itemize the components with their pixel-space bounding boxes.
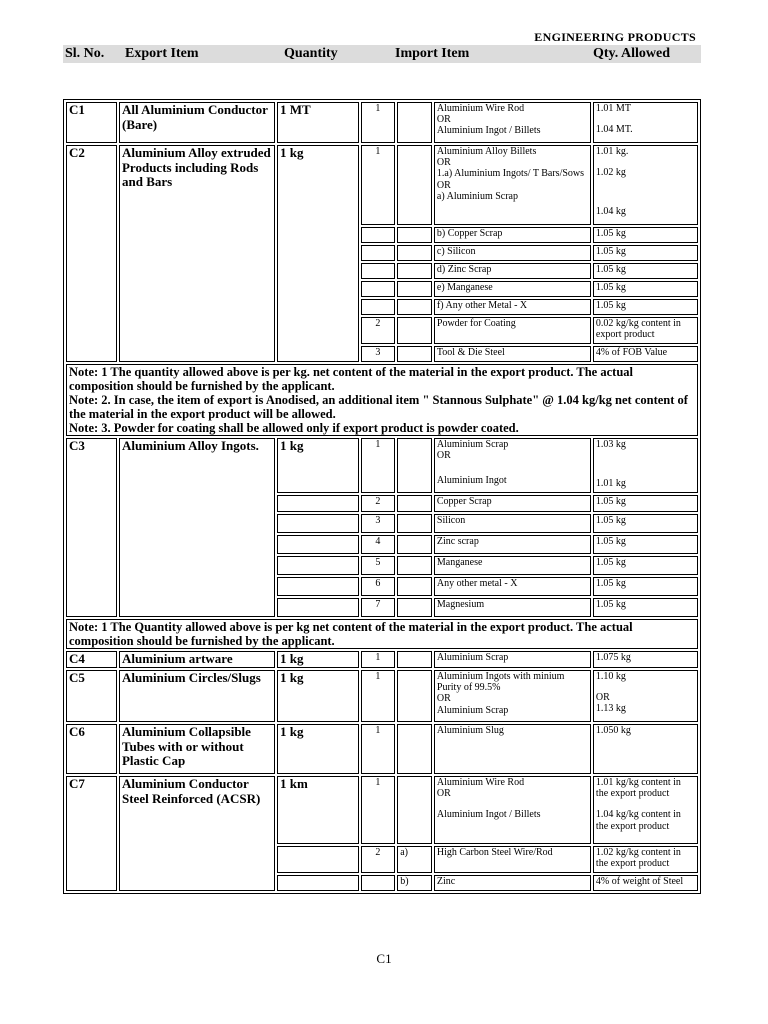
import-item-text: Aluminium Alloy Billets bbox=[436, 146, 537, 157]
quantity-cell: 1 kg bbox=[277, 651, 359, 668]
qty-allowed-cell bbox=[593, 776, 698, 844]
item-number-cell bbox=[361, 263, 396, 279]
import-item-text: Aluminium Ingot / Billets bbox=[436, 809, 541, 821]
sub-item-cell bbox=[397, 514, 432, 533]
item-number-cell: 6 bbox=[361, 577, 396, 596]
import-item-text: Aluminium Scrap bbox=[436, 704, 509, 716]
import-item-cell: Copper Scrap bbox=[434, 495, 591, 512]
import-item-text: 1.a) Aluminium Ingots/ T Bars/Sows bbox=[436, 168, 585, 180]
item-number-cell bbox=[361, 875, 396, 891]
sub-item-cell: b) bbox=[397, 875, 432, 891]
import-item-text: Aluminium Scrap bbox=[436, 439, 509, 450]
sub-item-cell bbox=[397, 651, 432, 668]
qty-allowed-cell bbox=[593, 438, 698, 493]
quantity-cell: 1 kg bbox=[277, 145, 359, 362]
qty-allowed-cell: 4% of weight of Steel bbox=[593, 875, 698, 891]
export-item-cell: Aluminium Conductor Steel Reinforced (ACSR) bbox=[119, 776, 275, 891]
sub-item-cell bbox=[397, 495, 432, 512]
qty-allowed-cell: 1.050 kg bbox=[593, 724, 698, 774]
table-row bbox=[66, 776, 698, 844]
qty-allowed-cell: 1.05 kg bbox=[593, 263, 698, 279]
qty-allowed-cell: 1.05 kg bbox=[593, 577, 698, 596]
note-text: Note: 3. Powder for coating shall be allowed only if export product is powder coated. bbox=[69, 421, 519, 435]
note-text: Note: 1 The quantity allowed above is per kg. net content of the material in the export product. The actual composition should be furnished by the applicant. bbox=[69, 365, 633, 393]
or-text: OR bbox=[436, 114, 451, 126]
qty-allowed-cell: 0.02 kg/kg content in export product bbox=[593, 317, 698, 344]
col-qty-allowed: Qty. Allowed bbox=[593, 46, 671, 61]
export-item-cell: Aluminium Alloy extruded Products including Rods and Bars bbox=[119, 145, 275, 362]
qty-allowed-text: 1.01 kg. bbox=[595, 146, 629, 157]
quantity-cell: 1 kg bbox=[277, 724, 359, 774]
qty-allowed-cell: 1.05 kg bbox=[593, 245, 698, 261]
qty-allowed-cell: 1.075 kg bbox=[593, 651, 698, 668]
import-item-cell bbox=[434, 145, 591, 225]
table-row bbox=[66, 724, 698, 774]
sub-item-cell bbox=[397, 670, 432, 722]
export-item-cell: All Aluminium Conductor (Bare) bbox=[119, 102, 275, 143]
sub-item-cell bbox=[397, 438, 432, 493]
sub-item-cell bbox=[397, 263, 432, 279]
qty-allowed-cell bbox=[593, 145, 698, 225]
import-item-cell bbox=[434, 776, 591, 844]
note-row bbox=[66, 619, 698, 649]
qty-allowed-cell: 1.02 kg/kg content in the export product bbox=[593, 846, 698, 873]
quantity-cell bbox=[277, 875, 359, 891]
qty-allowed-cell: 1.05 kg bbox=[593, 227, 698, 243]
item-number-cell bbox=[361, 245, 396, 261]
qty-allowed-text: 1.13 kg bbox=[595, 703, 626, 715]
qty-allowed-cell: 1.05 kg bbox=[593, 495, 698, 512]
qty-allowed-text: 1.04 kg bbox=[595, 206, 626, 218]
quantity-cell bbox=[277, 556, 359, 575]
qty-allowed-cell bbox=[593, 670, 698, 722]
qty-allowed-text: 1.04 MT. bbox=[595, 124, 633, 136]
quantity-cell: 1 MT bbox=[277, 102, 359, 143]
item-number-cell bbox=[361, 281, 396, 297]
item-number-cell: 2 bbox=[361, 317, 396, 344]
column-header-bar bbox=[63, 45, 701, 63]
sub-item-cell bbox=[397, 227, 432, 243]
sub-item-cell: a) bbox=[397, 846, 432, 873]
sub-item-cell bbox=[397, 577, 432, 596]
qty-allowed-cell: 1.05 kg bbox=[593, 299, 698, 315]
sub-item-cell bbox=[397, 535, 432, 554]
sl-no-cell: C4 bbox=[66, 651, 117, 668]
qty-allowed-cell: 1.05 kg bbox=[593, 598, 698, 617]
qty-allowed-cell: 4% of FOB Value bbox=[593, 346, 698, 362]
import-item-cell: Silicon bbox=[434, 514, 591, 533]
import-item-cell bbox=[434, 438, 591, 493]
import-item-text: Aluminium Ingot / Billets bbox=[436, 125, 541, 137]
sub-item-cell bbox=[397, 598, 432, 617]
item-number-cell: 2 bbox=[361, 495, 396, 512]
import-item-cell: b) Copper Scrap bbox=[434, 227, 591, 243]
import-item-text: a) Aluminium Scrap bbox=[436, 190, 518, 202]
sub-item-cell bbox=[397, 102, 432, 143]
qty-allowed-cell: 1.05 kg bbox=[593, 535, 698, 554]
import-item-cell bbox=[434, 102, 591, 143]
export-item-cell: Aluminium artware bbox=[119, 651, 275, 668]
note-cell: Note: 1 The Quantity allowed above is per kg net content of the material in the export product. The actual composition should be furnished by the applicant. bbox=[66, 619, 698, 649]
item-number-cell: 1 bbox=[361, 670, 396, 722]
item-number-cell: 7 bbox=[361, 598, 396, 617]
import-item-cell: Zinc bbox=[434, 875, 591, 891]
sub-item-cell bbox=[397, 346, 432, 362]
qty-allowed-cell: 1.05 kg bbox=[593, 556, 698, 575]
import-item-cell: e) Manganese bbox=[434, 281, 591, 297]
import-item-cell: Aluminium Scrap bbox=[434, 651, 591, 668]
sl-no-cell: C3 bbox=[66, 438, 117, 617]
item-number-cell: 1 bbox=[361, 651, 396, 668]
item-number-cell: 2 bbox=[361, 846, 396, 873]
quantity-cell: 1 km bbox=[277, 776, 359, 844]
item-number-cell: 1 bbox=[361, 776, 396, 844]
or-text: OR bbox=[436, 788, 451, 800]
import-item-cell: Manganese bbox=[434, 556, 591, 575]
export-item-cell: Aluminium Collapsible Tubes with or without Plastic Cap bbox=[119, 724, 275, 774]
import-item-cell: Powder for Coating bbox=[434, 317, 591, 344]
or-text: OR bbox=[436, 179, 451, 191]
quantity-cell bbox=[277, 846, 359, 873]
note-cell bbox=[66, 364, 698, 436]
table-row bbox=[66, 651, 698, 668]
page-footer: C1 bbox=[376, 951, 392, 966]
qty-allowed-text: 1.01 MT bbox=[595, 103, 631, 114]
page-header: ENGINEERING PRODUCTS bbox=[534, 30, 696, 44]
qty-allowed-text: 1.01 kg/kg content in the export product bbox=[595, 777, 681, 800]
item-number-cell: 1 bbox=[361, 145, 396, 225]
export-item-cell: Aluminium Circles/Slugs bbox=[119, 670, 275, 722]
import-item-cell: Tool & Die Steel bbox=[434, 346, 591, 362]
import-item-cell: d) Zinc Scrap bbox=[434, 263, 591, 279]
sub-item-cell bbox=[397, 145, 432, 225]
import-item-cell bbox=[434, 670, 591, 722]
import-item-text: Aluminium Wire Rod bbox=[436, 103, 525, 114]
or-text: OR bbox=[436, 157, 451, 169]
import-item-cell: High Carbon Steel Wire/Rod bbox=[434, 846, 591, 873]
item-number-cell: 3 bbox=[361, 346, 396, 362]
sub-item-cell bbox=[397, 556, 432, 575]
sl-no-cell: C6 bbox=[66, 724, 117, 774]
item-number-cell: 4 bbox=[361, 535, 396, 554]
import-item-cell: Aluminium Slug bbox=[434, 724, 591, 774]
sub-item-cell bbox=[397, 245, 432, 261]
quantity-cell bbox=[277, 577, 359, 596]
or-text: OR bbox=[595, 692, 610, 704]
sub-item-cell bbox=[397, 281, 432, 297]
table-row bbox=[66, 102, 698, 143]
import-item-cell: c) Silicon bbox=[434, 245, 591, 261]
item-number-cell: 1 bbox=[361, 102, 396, 143]
quantity-cell bbox=[277, 598, 359, 617]
item-number-cell: 1 bbox=[361, 438, 396, 493]
quantity-cell bbox=[277, 535, 359, 554]
qty-allowed-cell bbox=[593, 102, 698, 143]
col-sl-no: Sl. No. bbox=[65, 46, 105, 61]
item-number-cell bbox=[361, 227, 396, 243]
item-number-cell bbox=[361, 299, 396, 315]
qty-allowed-text: 1.02 kg bbox=[595, 167, 626, 179]
import-item-text: Aluminium Ingot bbox=[436, 475, 507, 487]
item-number-cell: 5 bbox=[361, 556, 396, 575]
import-item-cell: Magnesium bbox=[434, 598, 591, 617]
or-text: OR bbox=[436, 693, 451, 705]
table-row bbox=[66, 438, 698, 493]
import-item-text: Aluminium Ingots with minium Purity of 99.5% bbox=[436, 671, 565, 694]
qty-allowed-text: 1.01 kg bbox=[595, 478, 626, 490]
note-row bbox=[66, 364, 698, 436]
note-text: Note: 2. In case, the item of export is Anodised, an additional item " Stannous Sulphate" @ 1.04 kg/kg net content of the material in the export product will be allowed. bbox=[69, 393, 688, 421]
quantity-cell bbox=[277, 495, 359, 512]
quantity-cell: 1 kg bbox=[277, 670, 359, 722]
import-item-cell: Any other metal - X bbox=[434, 577, 591, 596]
sub-item-cell bbox=[397, 317, 432, 344]
col-import-item: Import Item bbox=[395, 46, 470, 61]
quantity-cell bbox=[277, 514, 359, 533]
import-item-cell: f) Any other Metal - X bbox=[434, 299, 591, 315]
sl-no-cell: C1 bbox=[66, 102, 117, 143]
qty-allowed-text: 1.04 kg/kg content in the export product bbox=[595, 809, 681, 832]
qty-allowed-text: 1.03 kg bbox=[595, 439, 626, 450]
sl-no-cell: C5 bbox=[66, 670, 117, 722]
sl-no-cell: C7 bbox=[66, 776, 117, 891]
qty-allowed-cell: 1.05 kg bbox=[593, 281, 698, 297]
sub-item-cell bbox=[397, 724, 432, 774]
col-quantity: Quantity bbox=[284, 46, 338, 61]
sub-item-cell bbox=[397, 299, 432, 315]
quantity-cell: 1 kg bbox=[277, 438, 359, 493]
sub-item-cell bbox=[397, 776, 432, 844]
item-number-cell: 3 bbox=[361, 514, 396, 533]
import-item-text: Aluminium Wire Rod bbox=[436, 777, 525, 788]
engineering-products-table bbox=[63, 99, 701, 894]
export-item-cell: Aluminium Alloy Ingots. bbox=[119, 438, 275, 617]
qty-allowed-text: 1.10 kg bbox=[595, 671, 626, 682]
col-export-item: Export Item bbox=[125, 46, 199, 61]
item-number-cell: 1 bbox=[361, 724, 396, 774]
sl-no-cell: C2 bbox=[66, 145, 117, 362]
import-item-cell: Zinc scrap bbox=[434, 535, 591, 554]
qty-allowed-cell: 1.05 kg bbox=[593, 514, 698, 533]
table-row bbox=[66, 145, 698, 225]
table-row bbox=[66, 670, 698, 722]
or-text: OR bbox=[436, 450, 451, 462]
